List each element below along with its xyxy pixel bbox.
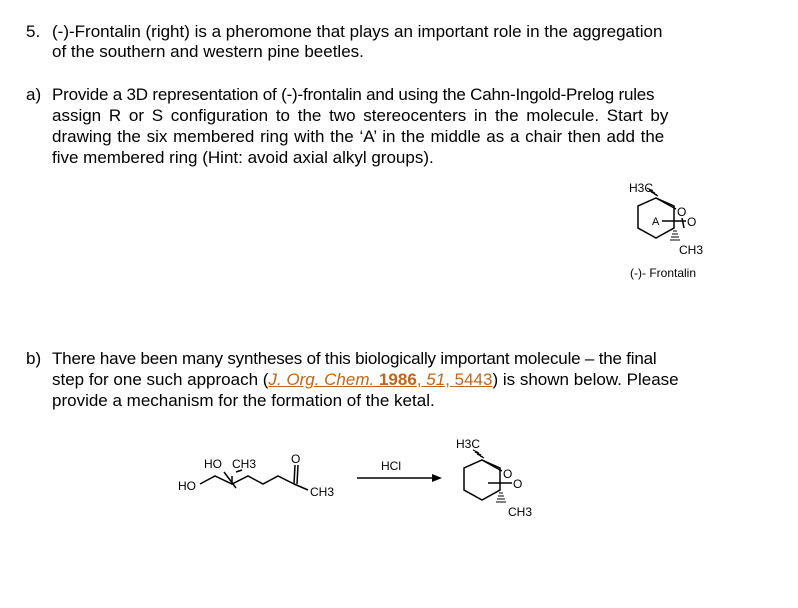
reagent-label: HCl	[381, 459, 401, 473]
reactant-ho-top: HO	[204, 457, 222, 471]
product-oxygen-top: O	[503, 467, 513, 481]
ch3-label: CH3	[679, 243, 704, 257]
product-bridge	[482, 460, 502, 471]
question-intro-line-2: of the southern and western pine beetles.	[52, 42, 364, 61]
ref-page: 5443	[454, 370, 493, 389]
reactant-carbonyl-o: O	[291, 452, 301, 466]
part-b-line-3: provide a mechanism for the formation of the ketal.	[52, 391, 435, 410]
part-a-line-2: assign R or S configuration to the two stereocenters in the molecule. Start by	[52, 106, 669, 125]
product-oxygen-right: O	[513, 477, 523, 491]
part-a-line-3: drawing the six membered ring with the ‘A’ in the middle as a chair then add the	[52, 127, 665, 146]
bridge-bond	[656, 198, 676, 209]
ref-volume: 51	[426, 370, 446, 389]
part-b-line-2-post: ) is shown below. Please	[492, 370, 679, 389]
reactant-chain	[200, 476, 294, 484]
question-intro-line-1: (-)-Frontalin (right) is a pheromone that plays an important role in the aggregation	[52, 22, 663, 41]
frontalin-structure	[600, 170, 730, 285]
ring-o-bond	[682, 218, 684, 228]
oxygen-top: O	[677, 205, 687, 219]
ref-year: 1986	[378, 370, 417, 389]
h3c-label: H3C	[629, 181, 654, 195]
carbonyl-double-bond	[297, 465, 298, 484]
part-a-line-1: Provide a 3D representation of (-)-frontalin and using the Cahn-Ingold-Prelog rules	[52, 85, 655, 104]
ref-journal: J. Org. Chem.	[268, 370, 375, 389]
ketone-methyl-bond	[294, 484, 308, 490]
hashed-bond-ch3	[670, 231, 680, 240]
carbonyl-bond	[294, 465, 295, 484]
frontalin-caption: (-)- Frontalin	[630, 266, 697, 280]
part-b-line-2	[52, 370, 720, 390]
part-b-line-2-pre: step for one such approach (	[52, 370, 269, 389]
reactant-ch3-top: CH3	[232, 457, 257, 471]
reactant-ho-left: HO	[178, 479, 196, 493]
part-b-label: b)	[26, 349, 42, 368]
part-a-label: a)	[26, 85, 42, 104]
product-ch3: CH3	[508, 505, 533, 519]
oxygen-right: O	[687, 215, 697, 229]
oh-bond	[224, 472, 236, 488]
reactant-ch3-ketone: CH3	[310, 485, 335, 499]
product-h3c: H3C	[456, 437, 481, 451]
part-a-line-4: five membered ring (Hint: avoid axial alkyl groups).	[52, 148, 434, 167]
product-hashed-ch3	[496, 493, 506, 502]
part-b-line-1: There have been many syntheses of this biologically important molecule – the final	[52, 349, 657, 368]
ring-label-a: A	[652, 216, 660, 228]
product-ring	[464, 460, 500, 500]
question-number: 5.	[26, 22, 41, 41]
arrowhead	[432, 474, 442, 482]
journal-reference-link[interactable]: J. Org. Chem. 1986, 51, 5443	[268, 370, 493, 389]
reaction-scheme	[170, 432, 590, 532]
product-hashed-h3c	[473, 450, 484, 458]
